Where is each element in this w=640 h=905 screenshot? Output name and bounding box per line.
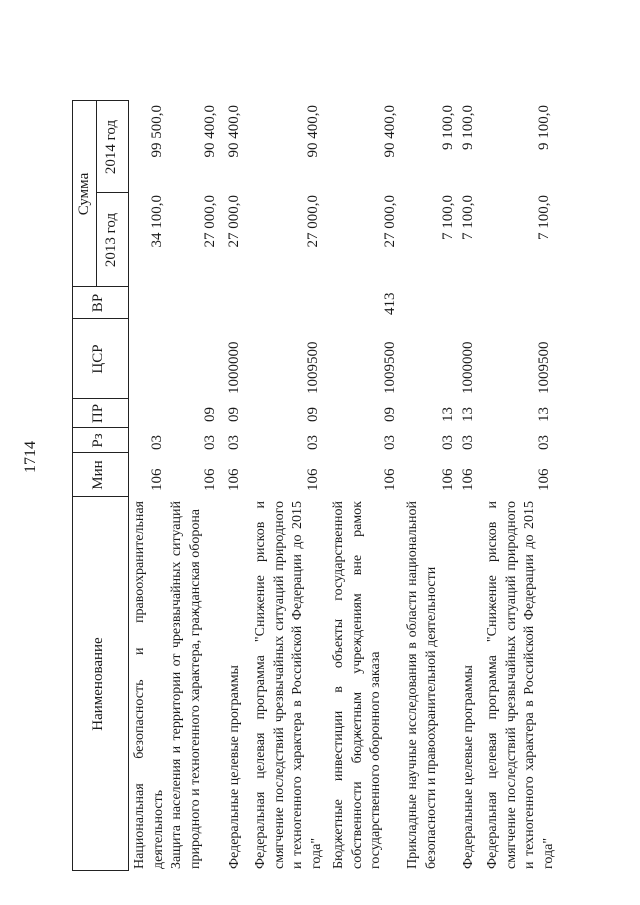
row-pr: 09 [226, 407, 242, 422]
row-min: 106 [202, 468, 218, 491]
row-pr: 09 [305, 407, 321, 422]
col-header-csr: ЦСР [90, 344, 106, 374]
row-csr: 1009500 [382, 341, 398, 394]
row-min: 106 [460, 468, 476, 491]
row-min: 106 [382, 468, 398, 491]
row-vr: 413 [382, 292, 398, 315]
row-min: 106 [226, 468, 242, 491]
row-csr: 1000000 [226, 341, 242, 394]
row-rz: 03 [536, 435, 552, 450]
row-rz: 03 [305, 435, 321, 450]
row-name: Бюджетные инвестиции в объекты государственной собственности бюджетным учреждениям вне рамок государственного оборонного заказа [331, 501, 383, 869]
row-min: 106 [440, 468, 456, 491]
col-header-vr: ВР [90, 293, 106, 313]
col-header-pr: ПР [90, 403, 106, 424]
col-header-2014: 2014 год [103, 119, 119, 175]
row-csr: 1009500 [536, 341, 552, 394]
page-number: 1714 [22, 441, 39, 473]
row-rz: 03 [202, 435, 218, 450]
row-2013: 7 100,0 [460, 195, 476, 240]
row-2013: 34 100,0 [149, 195, 165, 248]
row-name: Федеральные целевые программы [227, 665, 242, 869]
row-2014: 90 400,0 [226, 105, 242, 158]
sum-subheader-border [96, 101, 97, 287]
row-name: Прикладные научные исследования в области национальной безопасности и правоохранительной деятельности [405, 501, 439, 869]
row-csr: 1000000 [460, 341, 476, 394]
col-header-rz: Рз [90, 433, 106, 448]
row-2013: 7 100,0 [536, 195, 552, 240]
row-min: 106 [305, 468, 321, 491]
row-2013: 27 000,0 [226, 195, 242, 248]
col-header-name: Наименование [90, 637, 106, 731]
row-pr: 13 [440, 407, 456, 422]
row-2013: 27 000,0 [382, 195, 398, 248]
col-header-sum: Сумма [76, 172, 92, 216]
row-2014: 9 100,0 [536, 105, 552, 150]
row-pr: 13 [536, 407, 552, 422]
row-rz: 03 [226, 435, 242, 450]
row-min: 106 [149, 468, 165, 491]
row-pr: 13 [460, 407, 476, 422]
col-header-min: Мин [90, 460, 106, 490]
row-2014: 9 100,0 [460, 105, 476, 150]
row-2013: 27 000,0 [202, 195, 218, 248]
row-2013: 7 100,0 [440, 195, 456, 240]
row-csr: 1009500 [305, 341, 321, 394]
header-bottom-border [128, 101, 129, 871]
row-name: Защита населения и территории от чрезвычайных ситуаций природного и техногенного характера, гражданская оборона [169, 501, 203, 869]
row-rz: 03 [149, 435, 165, 450]
row-2014: 99 500,0 [149, 105, 165, 158]
row-2014: 90 400,0 [305, 105, 321, 158]
row-pr: 09 [382, 407, 398, 422]
row-min: 106 [536, 468, 552, 491]
row-2014: 90 400,0 [202, 105, 218, 158]
row-pr: 09 [202, 407, 218, 422]
table-top-border [72, 101, 73, 871]
col-header-2013: 2013 год [103, 212, 119, 268]
row-2014: 9 100,0 [440, 105, 456, 150]
row-name: Федеральная целевая программа "Снижение рисков и смягчение последствий чрезвычайных ситуаций природного и техногенного характера в Российской Федерации до 2015 года" [485, 501, 556, 869]
row-rz: 03 [460, 435, 476, 450]
row-rz: 03 [440, 435, 456, 450]
row-rz: 03 [382, 435, 398, 450]
row-2013: 27 000,0 [305, 195, 321, 248]
row-2014: 90 400,0 [382, 105, 398, 158]
row-name: Федеральная целевая программа "Снижение рисков и смягчение последствий чрезвычайных ситуаций природного и техногенного характера в Российской Федерации до 2015 года" [253, 501, 324, 869]
row-name: Федеральные целевые программы [461, 665, 476, 869]
row-name: Национальная безопасность и правоохранительная деятельность [132, 501, 166, 869]
